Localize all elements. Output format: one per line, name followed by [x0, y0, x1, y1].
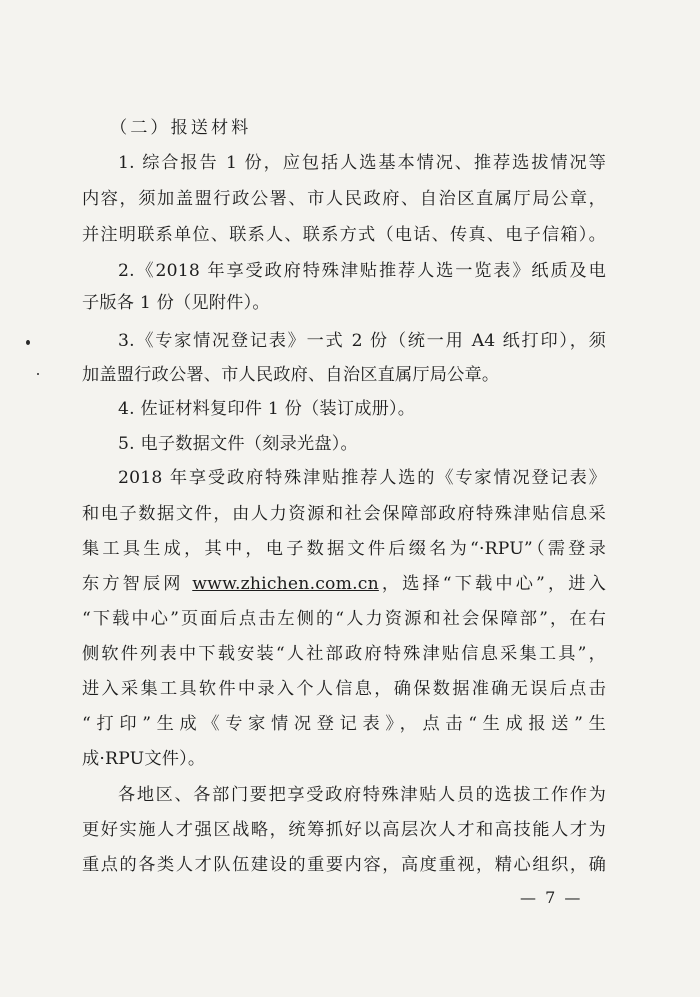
- paragraph-6-line-4: [82, 573, 606, 595]
- paragraph-2-line-2: 子版各 1 份（见附件）。: [82, 293, 270, 313]
- paragraph-6-line-7: 进入采集工具软件中录入个人信息，确保数据准确无误后点击: [82, 679, 606, 699]
- paragraph-6-line-3: 集工具生成，其中，电子数据文件后缀名为“·RPU”（需登录: [82, 539, 606, 559]
- paragraph-6-line-2: 和电子数据文件，由人力资源和社会保障部政府特殊津贴信息采: [82, 504, 606, 524]
- paragraph-5: 5. 电子数据文件（刻录光盘）。: [118, 434, 358, 454]
- paragraph-6-line-5: “下载中心”页面后点击左侧的“人力资源和社会保障部”，在右: [82, 609, 606, 629]
- paragraph-3-line-2: 加盖盟行政公署、市人民政府、自治区直属厅局公章。: [82, 365, 500, 385]
- website-link[interactable]: www.zhichen.com.cn: [192, 574, 379, 594]
- paragraph-6-line-9: 成·RPU文件）。: [82, 749, 206, 769]
- paragraph-6-line-1: 2018 年享受政府特殊津贴推荐人选的《专家情况登记表》: [118, 468, 606, 488]
- paragraph-1-line-1: 1. 综合报告 1 份，应包括人选基本情况、推荐选拔情况等: [118, 153, 606, 173]
- page-number: — 7 —: [520, 888, 583, 907]
- paragraph-7-line-3: 重点的各类人才队伍建设的重要内容，高度重视，精心组织，确: [82, 855, 606, 875]
- paragraph-2-line-1: 2.《2018 年享受政府特殊津贴推荐人选一览表》纸质及电: [118, 261, 606, 281]
- paragraph-7-line-1: 各地区、各部门要把享受政府特殊津贴人员的选拔工作作为: [118, 785, 606, 805]
- paragraph-6-line-6: 侧软件列表中下载安装“人社部政府特殊津贴信息采集工具”，: [82, 644, 606, 664]
- scan-speck: [37, 373, 39, 375]
- paragraph-1-line-2: 内容，须加盖盟行政公署、市人民政府、自治区直属厅局公章，: [82, 189, 606, 209]
- scan-speck: [26, 340, 30, 345]
- paragraph-6-line-8: “打印”生成《专家情况登记表》，点击“生成报送”生: [82, 714, 606, 734]
- line-text-before-link: 东方智辰网: [82, 574, 193, 594]
- paragraph-4: 4. 佐证材料复印件 1 份（装订成册）。: [118, 399, 416, 419]
- line-text-after-link: ，选择“下载中心”，进入: [378, 574, 606, 594]
- section-heading: （二）报送材料: [110, 118, 252, 138]
- paragraph-3-line-1: 3.《专家情况登记表》一式 2 份（统一用 A4 纸打印），须: [118, 331, 606, 351]
- paragraph-1-line-3: 并注明联系单位、联系人、联系方式（电话、传真、电子信箱）。: [82, 225, 606, 245]
- paragraph-7-line-2: 更好实施人才强区战略，统筹抓好以高层次人才和高技能人才为: [82, 820, 606, 840]
